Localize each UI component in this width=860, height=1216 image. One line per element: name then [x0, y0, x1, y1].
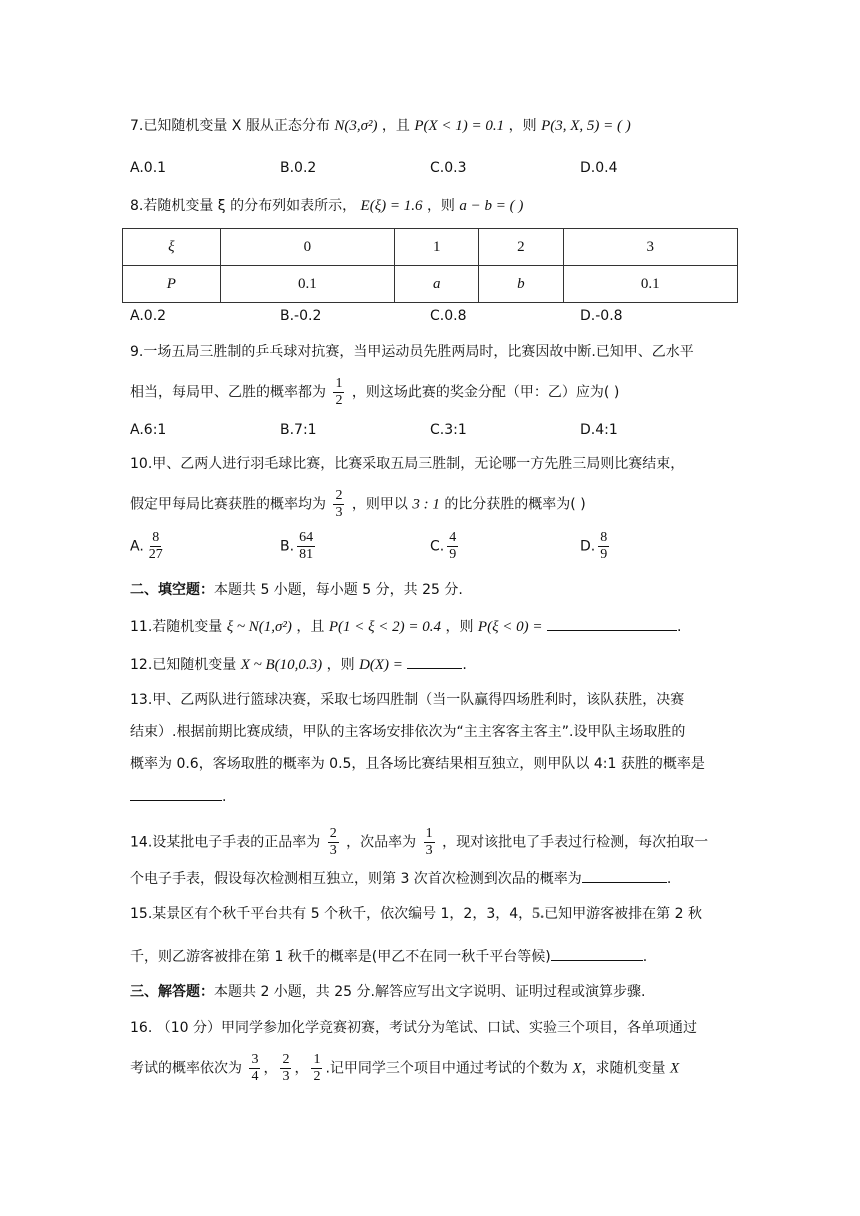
q14-line2-text: 个电子手表，假设每次检测相互独立，则第 3 次首次检测到次品的概率为: [130, 871, 582, 887]
q8-then: ，则: [426, 198, 455, 214]
answer-blank[interactable]: [130, 786, 222, 801]
q14-line1: [130, 826, 708, 859]
q16-variable: X: [572, 1060, 582, 1077]
table-cell: ξ: [123, 229, 221, 266]
section3-desc: 本题共 2 小题，共 25 分.解答应写出文字说明、证明过程或演算步骤.: [214, 984, 646, 1000]
q16-fraction-2: [280, 1052, 291, 1085]
fraction-numerator: 64: [299, 530, 314, 545]
table-row: [123, 266, 738, 303]
q14-fraction-good: [328, 826, 339, 859]
q8-option-b: B.-0.2: [280, 308, 322, 324]
q13-end: .: [222, 789, 227, 805]
q10-option-d: [580, 530, 612, 563]
q14-post: ，现对该批电了手表过行检测，每次拍取一: [442, 834, 709, 851]
table-cell: 2: [479, 229, 563, 266]
q11-mid: ，且: [296, 619, 325, 635]
q16-fraction-3: [311, 1052, 322, 1085]
q8-option-c: C.0.8: [430, 308, 467, 324]
q10-option-b: [280, 530, 318, 563]
q10-option-c: [430, 530, 461, 563]
table-cell: 0.1: [563, 266, 737, 303]
table-cell: 3: [563, 229, 737, 266]
q7-condition: P(X < 1) = 0.1: [414, 118, 505, 134]
q8-stem: [130, 196, 523, 216]
q8-prefix: 8.若随机变量 ξ 的分布列如表所示，: [130, 198, 357, 214]
fraction-numerator: 3: [251, 1052, 259, 1067]
table-cell: 0: [220, 229, 394, 266]
q7-option-b: B.0.2: [280, 160, 317, 176]
q12-end: .: [462, 657, 467, 673]
q10-line1: 10.甲、乙两人进行羽毛球比赛，比赛采取五局三胜制，无论哪一方先胜三局则比赛结束，: [130, 456, 685, 472]
q8-distribution-table: [122, 228, 738, 303]
table-row: [123, 229, 738, 266]
q8-option-a: A.0.2: [130, 308, 167, 324]
option-label: C.: [430, 538, 445, 555]
q11-stem: [130, 616, 681, 637]
q7-option-c: C.0.3: [430, 160, 467, 176]
fraction-denominator: 27: [148, 547, 163, 562]
q15-line1-post: 已知甲游客被排在第 2 秋: [544, 906, 702, 922]
answer-blank[interactable]: [407, 654, 462, 669]
option-fraction: [598, 530, 609, 563]
q16-fraction-1: [249, 1052, 260, 1085]
fraction-denominator: 3: [425, 843, 433, 858]
table-cell: 1: [395, 229, 479, 266]
q11-end: .: [676, 619, 682, 635]
q11-then: ，则: [445, 619, 474, 635]
q10-option-a: [130, 530, 168, 563]
q9-line1: 9.一场五局三胜制的乒乓球对抗赛，当甲运动员先胜两局时，比赛因故中断.已知甲、乙水平: [130, 344, 694, 360]
answer-blank[interactable]: [551, 946, 643, 961]
q16-line1: 16. （10 分）甲同学参加化学竞赛初赛，考试分为笔试、口试、实验三个项目，各单项通过: [130, 1020, 697, 1036]
fraction-numerator: 4: [449, 530, 457, 545]
q15-line1: [130, 904, 702, 924]
q13-line4: [130, 786, 226, 807]
q9-option-c: C.3:1: [430, 422, 467, 438]
q8-expectation: E(ξ) = 1.6: [360, 198, 423, 214]
table-cell: 0.1: [220, 266, 394, 303]
fraction-denominator: 3: [282, 1069, 290, 1084]
q7-distribution: N(3,σ²): [334, 118, 378, 134]
table-cell: b: [479, 266, 563, 303]
q12-distribution: X ~ B(10,0.3): [240, 657, 323, 673]
q11-distribution: ξ ~ N(1,σ²): [226, 619, 292, 635]
section2-heading: [130, 580, 463, 600]
table-cell: a: [395, 266, 479, 303]
q14-fraction-defect: [424, 826, 435, 859]
q7-then: ，则: [508, 118, 537, 134]
q16-line2-tail: ，求随机变量: [581, 1060, 666, 1077]
q10-fraction: [333, 488, 344, 521]
q9-line2-post: ，则这场此赛的奖金分配（甲：乙）应为( ): [351, 384, 620, 401]
fraction-denominator: 3: [335, 505, 343, 520]
section3-heading: [130, 982, 645, 1002]
q11-ask: P(ξ < 0) =: [477, 619, 543, 635]
q11-prefix: 11.若随机变量: [130, 619, 223, 635]
q15-stamp: 5.: [532, 905, 545, 922]
q7-prefix: 7.已知随机变量 X 服从正态分布: [130, 118, 330, 134]
answer-blank[interactable]: [582, 868, 667, 883]
q10-ratio: 3 : 1: [412, 496, 440, 513]
section2-desc: 本题共 5 小题，每小题 5 分，共 25 分.: [214, 582, 463, 598]
q10-line2-pre: 假定甲每局比赛获胜的概率均为: [130, 496, 326, 513]
q9-line2-pre: 相当，每局甲、乙胜的概率都为: [130, 384, 326, 401]
fraction-numerator: 2: [282, 1052, 290, 1067]
fraction-denominator: 9: [449, 547, 457, 562]
option-fraction: [147, 530, 165, 563]
q14-end: .: [666, 871, 672, 887]
fraction-numerator: 1: [425, 826, 433, 841]
section3-title: 三、解答题：: [130, 984, 214, 1000]
fraction-denominator: 9: [600, 547, 608, 562]
q13-line1: 13.甲、乙两队进行篮球决赛，采取七场四胜制（当一队赢得四场胜利时，该队获胜，决赛: [130, 692, 685, 708]
q15-end: .: [642, 949, 648, 965]
q7-ask: P(3, X, 5) = ( ): [541, 118, 631, 134]
q13-line2: 结束）.根据前期比赛成绩，甲队的主客场安排依次为“主主客客主客主”.设甲队主场取胜的: [130, 724, 686, 740]
fraction-denominator: 4: [251, 1069, 259, 1084]
q11-condition: P(1 < ξ < 2) = 0.4: [328, 619, 442, 635]
q9-line2: [130, 376, 619, 409]
option-label: A.: [130, 538, 144, 555]
fraction-denominator: 2: [335, 393, 343, 408]
fraction-numerator: 8: [600, 530, 608, 545]
q7-stem: [130, 116, 631, 136]
option-fraction: [297, 530, 315, 563]
fraction-denominator: 81: [299, 547, 314, 562]
q12-stem: [130, 654, 467, 675]
fraction-numerator: 8: [152, 530, 160, 545]
fraction-numerator: 1: [335, 376, 343, 391]
option-label: B.: [280, 538, 295, 555]
q9-option-a: A.6:1: [130, 422, 167, 438]
q16-variable-2: X: [669, 1060, 680, 1077]
section2-title: 二、填空题：: [130, 582, 214, 598]
option-label: D.: [580, 538, 596, 555]
fraction-denominator: 3: [329, 843, 337, 858]
q8-option-d: D.-0.8: [580, 308, 623, 324]
q15-line2: [130, 946, 647, 967]
q10-line2-post: 的比分获胜的概率为( ): [444, 496, 586, 513]
q12-then: ，则: [326, 657, 355, 673]
q13-line3: 概率为 0.6，客场取胜的概率为 0.5，且各场比赛结果相互独立，则甲队以 4:1 获胜的概率是: [130, 756, 705, 772]
q9-option-d: D.4:1: [580, 422, 618, 438]
q7-option-a: A.0.1: [130, 160, 167, 176]
fraction-numerator: 2: [329, 826, 337, 841]
q16-line2: 考试的概率依次为 $\frac{3}{4}$ ， $\frac{2}{3}$ ， $\frac{1}{2}$ .记甲同学三个项目中通过考试的个数为 X，求随机变量 X: [130, 1052, 680, 1084]
q7-mid: ，且: [381, 118, 410, 134]
fraction-numerator: 2: [335, 488, 343, 503]
q14-mid: ，次品率为: [346, 834, 417, 851]
q16-line2-pre: 考试的概率依次为: [130, 1060, 242, 1077]
option-fraction: [447, 530, 458, 563]
q12-ask: D(X) =: [359, 657, 403, 673]
answer-blank[interactable]: [547, 616, 677, 631]
q10-line2-mid: ，则甲以: [351, 496, 408, 513]
q15-line1-text: 15.某景区有个秋千平台共有 5 个秋千，依次编号 1，2，3，4，: [130, 906, 533, 922]
q9-fraction: [333, 376, 344, 409]
q14-line2: [130, 868, 671, 889]
q7-option-d: D.0.4: [580, 160, 618, 176]
q12-prefix: 12.已知随机变量: [130, 657, 237, 673]
fraction-denominator: 2: [313, 1069, 321, 1084]
table-cell: P: [123, 266, 221, 303]
q14-pre: 14.设某批电子手表的正品率为: [130, 834, 321, 851]
q9-option-b: B.7:1: [280, 422, 317, 438]
q10-line2: [130, 488, 586, 521]
q16-line2-post: .记甲同学三个项目中通过考试的个数为: [325, 1060, 568, 1077]
q15-line2-text: 千，则乙游客被排在第 1 秋千的概率是(甲乙不在同一秋千平台等候): [130, 949, 551, 965]
q8-ask: a − b = ( ): [459, 198, 524, 214]
fraction-numerator: 1: [313, 1052, 321, 1067]
